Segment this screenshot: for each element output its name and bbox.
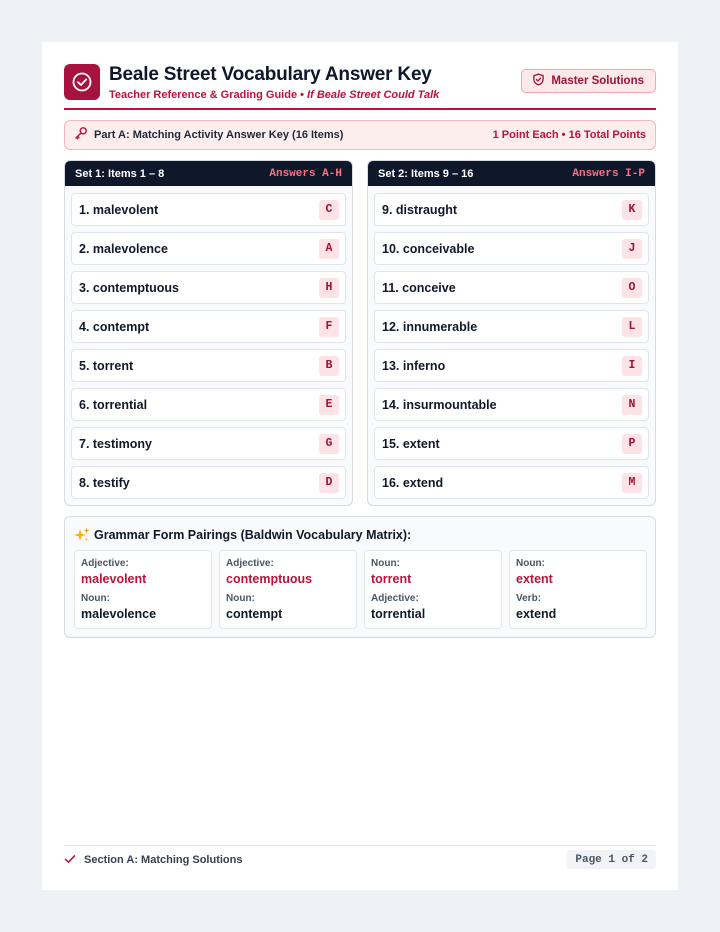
- answer-row: [71, 193, 346, 226]
- part-a-points: 1 Point Each • 16 Total Points: [492, 129, 646, 141]
- grammar-pairings-title: Grammar Form Pairings (Baldwin Vocabulary Matrix):: [94, 528, 412, 542]
- set-2-title: Set 2: Items 9 – 16: [378, 167, 474, 180]
- answer-set-2: [367, 160, 656, 506]
- vocab-term: 4. contempt: [79, 319, 150, 334]
- answer-row: [71, 271, 346, 304]
- answer-row: [374, 388, 649, 421]
- check-circle-icon: [64, 64, 100, 100]
- form-word-primary: extent: [516, 572, 553, 586]
- form-label: Adjective:: [226, 558, 274, 569]
- answer-row: [71, 466, 346, 499]
- grammar-pair-card: [364, 550, 502, 629]
- form-word-primary: torrent: [371, 572, 412, 586]
- master-solutions-label: Master Solutions: [551, 75, 644, 87]
- answer-letter: J: [622, 239, 642, 259]
- answer-row: [374, 427, 649, 460]
- answer-letter: B: [319, 356, 339, 376]
- answer-letter: L: [622, 317, 642, 337]
- set-2-header: [368, 161, 655, 186]
- vocab-term: 11. conceive: [382, 280, 456, 295]
- vocab-term: 5. torrent: [79, 358, 134, 373]
- subtitle-book-title: If Beale Street Could Talk: [307, 89, 440, 101]
- answer-set-1: [64, 160, 353, 506]
- answer-row: [374, 193, 649, 226]
- vocab-term: 6. torrential: [79, 397, 148, 412]
- page-subtitle: [109, 89, 439, 101]
- vocab-term: 16. extend: [382, 475, 444, 490]
- grammar-pair-card: [74, 550, 212, 629]
- master-solutions-badge: [521, 69, 656, 93]
- vocab-term: 10. conceivable: [382, 241, 475, 256]
- vocab-term: 13. inferno: [382, 358, 446, 373]
- answer-row: [71, 427, 346, 460]
- grammar-pairings-panel: [64, 516, 656, 638]
- form-word-primary: contemptuous: [226, 572, 313, 586]
- answer-letter: I: [622, 356, 642, 376]
- footer-section: [64, 852, 242, 868]
- checkmark-icon: [64, 853, 76, 868]
- answer-letter: H: [319, 278, 339, 298]
- vocab-term: 9. distraught: [382, 202, 458, 217]
- set-1-header: [65, 161, 352, 186]
- vocab-term: 8. testify: [79, 475, 130, 490]
- answer-letter: C: [319, 200, 339, 220]
- answer-letter: P: [622, 434, 642, 454]
- answer-letter: M: [622, 473, 642, 493]
- grammar-pair-card: [509, 550, 647, 629]
- form-label: Noun:: [81, 593, 110, 604]
- vocab-term: 2. malevolence: [79, 241, 168, 256]
- answer-row: [71, 349, 346, 382]
- set-2-range: Answers I-P: [572, 167, 645, 180]
- answer-letter: A: [319, 239, 339, 259]
- form-label: Adjective:: [81, 558, 129, 569]
- answer-letter: N: [622, 395, 642, 415]
- grammar-pair-card: [219, 550, 357, 629]
- footer-divider: [64, 845, 656, 846]
- answer-row: [374, 349, 649, 382]
- form-word-secondary: malevolence: [81, 607, 157, 621]
- answer-letter: F: [319, 317, 339, 337]
- vocab-term: 15. extent: [382, 436, 440, 451]
- header-divider: [64, 108, 656, 110]
- footer-section-label: Section A: Matching Solutions: [84, 854, 243, 866]
- vocab-term: 14. insurmountable: [382, 397, 497, 412]
- answer-key-page: [42, 42, 678, 890]
- answer-row: [71, 310, 346, 343]
- form-word-secondary: contempt: [226, 607, 283, 621]
- vocab-term: 1. malevolent: [79, 202, 159, 217]
- form-word-secondary: extend: [516, 607, 557, 621]
- page-number: Page 1 of 2: [567, 850, 656, 869]
- form-word-secondary: torrential: [371, 607, 426, 621]
- set-1-title: Set 1: Items 1 – 8: [75, 167, 165, 180]
- answer-row: [374, 466, 649, 499]
- answer-row: [374, 271, 649, 304]
- answer-row: [374, 232, 649, 265]
- key-icon: [74, 126, 88, 145]
- page-header: [64, 64, 656, 110]
- form-label: Adjective:: [371, 593, 419, 604]
- answer-letter: D: [319, 473, 339, 493]
- answer-letter: K: [622, 200, 642, 220]
- subtitle-prefix: Teacher Reference & Grading Guide •: [109, 89, 304, 101]
- answer-letter: E: [319, 395, 339, 415]
- vocab-term: 7. testimony: [79, 436, 152, 451]
- answer-row: [71, 388, 346, 421]
- vocab-term: 3. contemptuous: [79, 280, 180, 295]
- part-a-banner: [64, 120, 656, 150]
- form-label: Noun:: [371, 558, 400, 569]
- answer-row: [374, 310, 649, 343]
- answer-letter: G: [319, 434, 339, 454]
- form-word-primary: malevolent: [81, 572, 147, 586]
- part-a-title: Part A: Matching Activity Answer Key (16 Items): [94, 129, 344, 141]
- page-title: Beale Street Vocabulary Answer Key: [109, 64, 432, 85]
- form-label: Noun:: [516, 558, 545, 569]
- answer-letter: O: [622, 278, 642, 298]
- shield-check-icon: [532, 73, 545, 89]
- answer-row: [71, 232, 346, 265]
- form-label: Verb:: [516, 593, 542, 604]
- set-1-range: Answers A-H: [269, 167, 342, 180]
- form-label: Noun:: [226, 593, 255, 604]
- sparkles-icon: [74, 527, 90, 548]
- vocab-term: 12. innumerable: [382, 319, 478, 334]
